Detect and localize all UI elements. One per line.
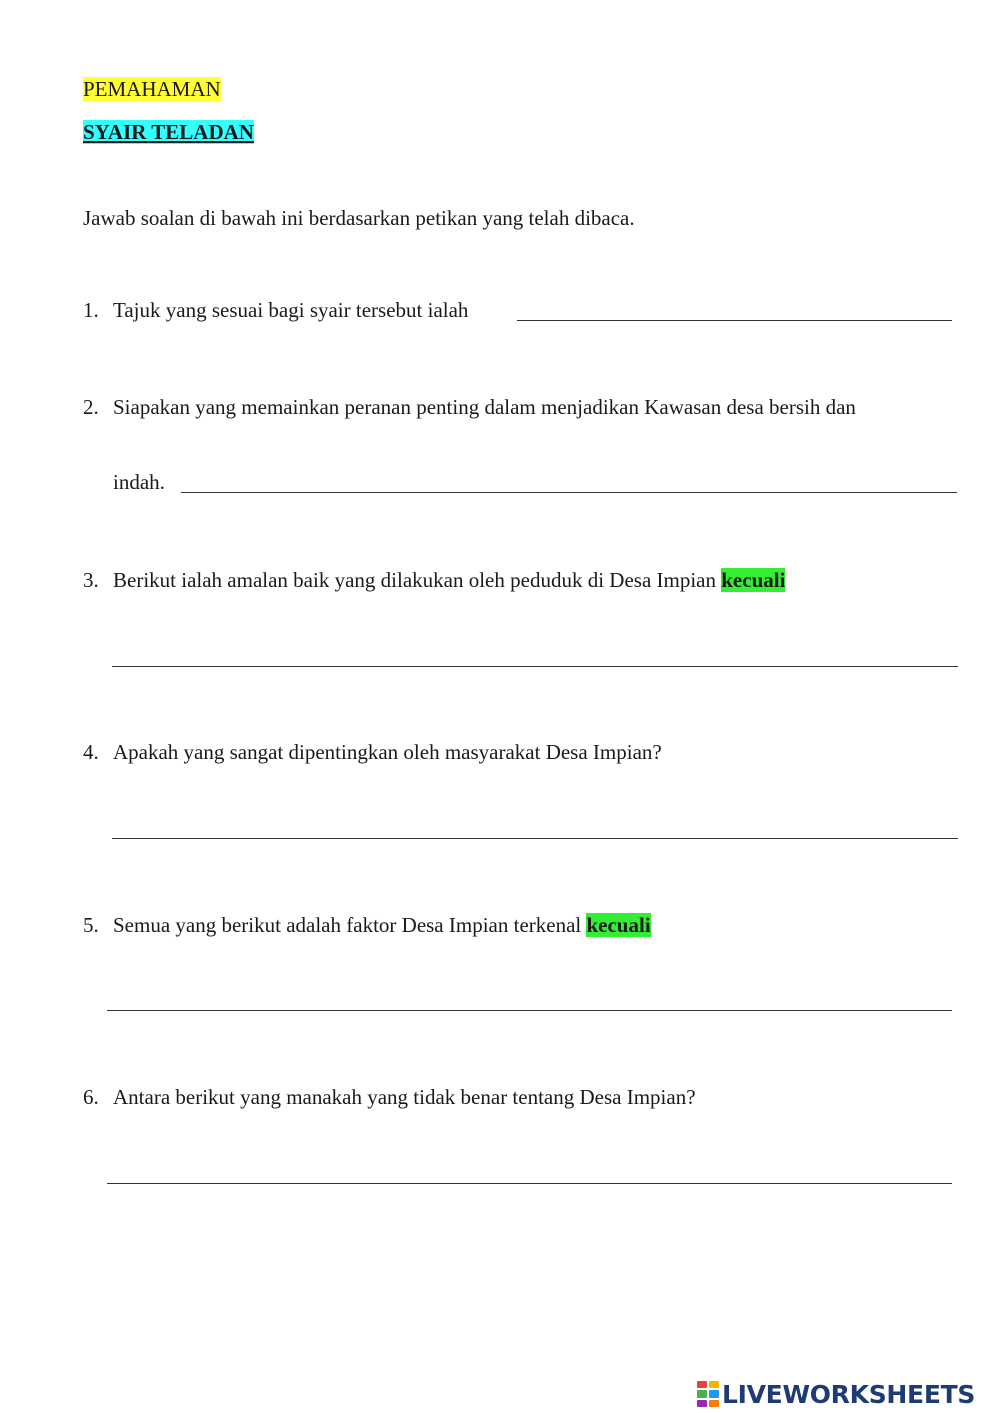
liveworksheets-logo — [697, 1377, 975, 1411]
question-1-text: Tajuk yang sesuai bagi syair tersebut ialah — [113, 298, 469, 322]
question-2-text-cont: indah. — [113, 470, 165, 494]
logo-block-icon — [697, 1400, 707, 1407]
answer-line-1[interactable] — [517, 320, 952, 321]
logo-block-icon — [697, 1390, 707, 1397]
question-6-text: Antara berikut yang manakah yang tidak benar tentang Desa Impian? — [113, 1085, 696, 1109]
question-6-number: 6. — [83, 1085, 99, 1109]
question-3-text — [113, 567, 785, 593]
answer-line-5[interactable] — [107, 1010, 952, 1011]
question-5-emphasis: kecuali — [586, 913, 651, 937]
answer-line-4[interactable] — [112, 838, 958, 839]
liveworksheets-brand: LIVEWORKSHEETS — [722, 1379, 976, 1409]
logo-block-icon — [697, 1381, 707, 1388]
instruction-text: Jawab soalan di bawah ini berdasarkan petikan yang telah dibaca. — [83, 206, 635, 230]
section-label — [83, 76, 221, 102]
question-1-number: 1. — [83, 298, 99, 322]
question-5-text — [113, 912, 651, 938]
answer-line-2[interactable] — [181, 492, 957, 493]
section-label-text: PEMAHAMAN — [83, 77, 221, 101]
question-3-emphasis: kecuali — [721, 568, 786, 592]
question-3-number: 3. — [83, 568, 99, 592]
logo-block-icon — [709, 1381, 719, 1388]
logo-block-icon — [709, 1400, 719, 1407]
question-2-text: Siapakan yang memainkan peranan penting dalam menjadikan Kawasan desa bersih dan — [113, 395, 856, 419]
question-5-body: Semua yang berikut adalah faktor Desa Impian terkenal — [113, 913, 582, 937]
logo-block-icon — [709, 1390, 719, 1397]
poem-title — [83, 119, 254, 145]
liveworksheets-icon — [697, 1381, 719, 1407]
question-2-number: 2. — [83, 395, 99, 419]
question-3-body: Berikut ialah amalan baik yang dilakukan oleh peduduk di Desa Impian — [113, 568, 716, 592]
question-4-text: Apakah yang sangat dipentingkan oleh masyarakat Desa Impian? — [113, 740, 662, 764]
poem-title-text: SYAIR TELADAN — [83, 120, 254, 144]
question-4-number: 4. — [83, 740, 99, 764]
answer-line-6[interactable] — [107, 1183, 952, 1184]
answer-line-3[interactable] — [112, 666, 958, 667]
question-5-number: 5. — [83, 913, 99, 937]
